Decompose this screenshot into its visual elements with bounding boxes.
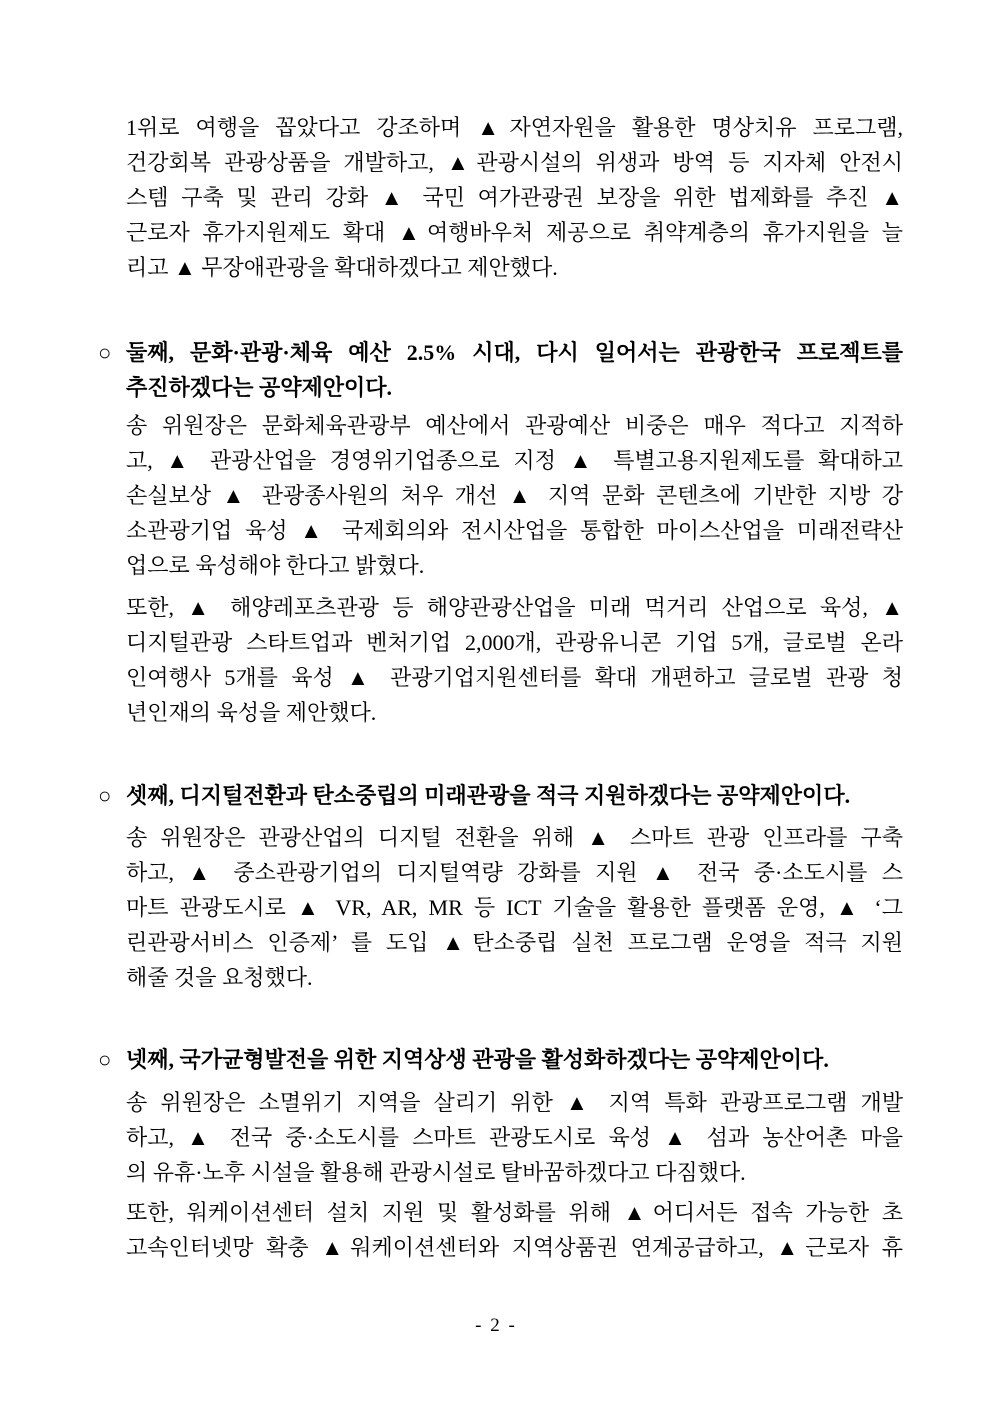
text-line: 손실보상 ▲ 관광종사원의 처우 개선 ▲ 지역 문화 콘텐츠에 기반한 지방 강: [126, 483, 903, 508]
section-heading: [98, 1042, 903, 1077]
body-paragraph: [126, 408, 903, 583]
heading-line: 넷째, 국가균형발전을 위한 지역상생 관광을 활성화하겠다는 공약제안이다.: [126, 1047, 829, 1072]
page-number: - 2 -: [475, 1315, 517, 1336]
text-line: 의 유휴·노후 시설을 활용해 관광시설로 탈바꿈하겠다고 다짐했다.: [126, 1160, 746, 1185]
text-line: 고속인터넷망 확충 ▲워케이션센터와 지역상품권 연계공급하고, ▲근로자 휴: [126, 1235, 903, 1260]
text-line: 해줄 것을 요청했다.: [126, 965, 313, 990]
heading-text: [126, 778, 903, 813]
section-heading: [98, 778, 903, 813]
heading-line: 둘째, 문화·관광·체육 예산 2.5% 시대, 다시 일어서는 관광한국 프로젝트를: [126, 340, 903, 365]
text-line: 건강회복 관광상품을 개발하고, ▲관광시설의 위생과 방역 등 지자체 안전시: [126, 150, 903, 175]
text-line: 마트 관광도시로 ▲ VR, AR, MR 등 ICT 기술을 활용한 플랫폼 운영, ▲ ‘그: [126, 895, 903, 920]
text-line: 또한, ▲ 해양레포츠관광 등 해양관광산업을 미래 먹거리 산업으로 육성, ▲: [126, 595, 903, 620]
section-heading: [98, 335, 903, 405]
intro-paragraph: [126, 110, 903, 285]
text-line: 년인재의 육성을 제안했다.: [126, 700, 377, 725]
section-fourth-pledge: [98, 1042, 903, 1265]
heading-line: 추진하겠다는 공약제안이다.: [126, 375, 393, 400]
text-line: 근로자 휴가지원제도 확대 ▲여행바우처 제공으로 취약계층의 휴가지원을 늘: [126, 220, 903, 245]
body-paragraph: [126, 590, 903, 730]
text-line: 또한, 워케이션센터 설치 지원 및 활성화를 위해 ▲어디서든 접속 가능한 초: [126, 1200, 903, 1225]
circle-bullet: ○: [98, 340, 112, 365]
text-line: 스템 구축 및 관리 강화 ▲ 국민 여가관광권 보장을 위한 법제화를 추진 ▲: [126, 185, 903, 210]
text-line: 인여행사 5개를 육성 ▲ 관광기업지원센터를 확대 개편하고 글로벌 관광 청: [126, 665, 903, 690]
text-line: 송 위원장은 소멸위기 지역을 살리기 위한 ▲ 지역 특화 관광프로그램 개발: [126, 1090, 903, 1115]
text-line: 1위로 여행을 꼽았다고 강조하며 ▲자연자원을 활용한 명상치유 프로그램,: [126, 115, 903, 140]
text-line: 송 위원장은 관광산업의 디지털 전환을 위해 ▲ 스마트 관광 인프라를 구축: [126, 825, 903, 850]
text-line: 하고, ▲ 전국 중·소도시를 스마트 관광도시로 육성 ▲ 섬과 농산어촌 마을: [126, 1125, 903, 1150]
text-line: 리고 ▲ 무장애관광을 확대하겠다고 제안했다.: [126, 255, 558, 280]
circle-bullet: ○: [98, 1047, 112, 1072]
text-line: 디지털관광 스타트업과 벤처기업 2,000개, 관광유니콘 기업 5개, 글로벌 온라: [126, 630, 903, 655]
heading-line: 셋째, 디지털전환과 탄소중립의 미래관광을 적극 지원하겠다는 공약제안이다.: [126, 783, 851, 808]
circle-bullet: ○: [98, 783, 112, 808]
body-paragraph: [126, 1085, 903, 1190]
heading-text: [126, 1042, 903, 1077]
heading-text: [126, 335, 903, 405]
text-line: 하고, ▲ 중소관광기업의 디지털역량 강화를 지원 ▲ 전국 중·소도시를 스: [126, 860, 903, 885]
text-line: 업으로 육성해야 한다고 밝혔다.: [126, 553, 425, 578]
text-line: 린관광서비스 인증제’ 를 도입 ▲탄소중립 실천 프로그램 운영을 적극 지원: [126, 930, 903, 955]
page-content: [98, 110, 903, 1265]
body-paragraph: [126, 1195, 903, 1265]
text-line: 고, ▲ 관광산업을 경영위기업종으로 지정 ▲ 특별고용지원제도를 확대하고: [126, 448, 903, 473]
text-line: 소관광기업 육성 ▲ 국제회의와 전시산업을 통합한 마이스산업을 미래전략산: [126, 518, 903, 543]
text-line: 송 위원장은 문화체육관광부 예산에서 관광예산 비중은 매우 적다고 지적하: [126, 413, 903, 438]
section-second-pledge: [98, 335, 903, 730]
section-third-pledge: [98, 778, 903, 995]
body-paragraph: [126, 820, 903, 995]
